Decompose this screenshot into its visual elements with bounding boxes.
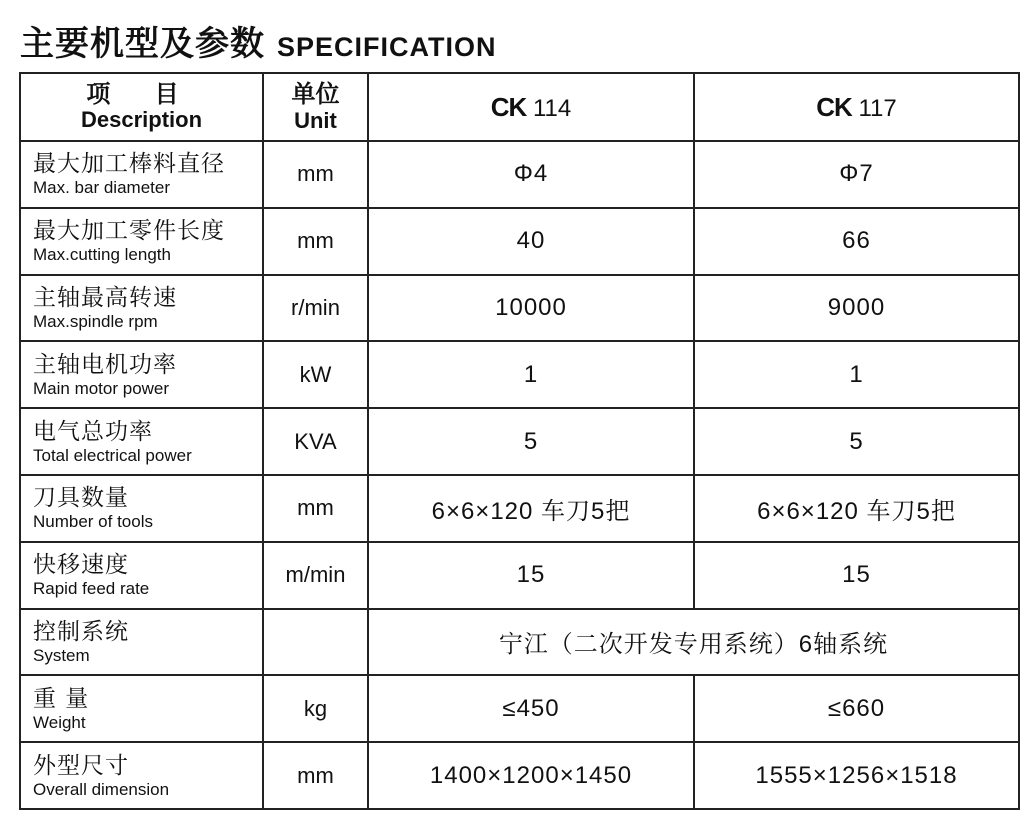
row-unit [263, 609, 368, 676]
header-unit-en: Unit [294, 108, 337, 133]
model-1-prefix: CK [490, 91, 527, 122]
table-row [20, 475, 1019, 542]
table-row [20, 609, 1019, 676]
table-header-row [20, 73, 1019, 141]
row-description [20, 275, 263, 342]
description-zh: 外型尺寸 [33, 752, 129, 779]
table-row [20, 742, 1019, 809]
row-value-model-2: 66 [694, 208, 1019, 275]
description-en: System [33, 645, 90, 665]
description-en: Max.spindle rpm [33, 311, 158, 331]
description-zh: 主轴最高转速 [33, 284, 177, 311]
table-row [20, 275, 1019, 342]
row-value-model-1: 5 [368, 408, 694, 475]
row-description [20, 475, 263, 542]
description-zh: 快移速度 [33, 552, 129, 579]
description-zh: 最大加工棒料直径 [33, 151, 225, 178]
title-english: SPECIFICATION [277, 32, 497, 62]
row-unit: mm [263, 141, 368, 208]
description-en: Main motor power [33, 378, 170, 398]
row-value-model-2: 9000 [694, 275, 1019, 342]
row-description [20, 141, 263, 208]
table-body [20, 141, 1019, 809]
row-value-model-2: 1555×1256×1518 [694, 742, 1019, 809]
table-row [20, 408, 1019, 475]
table-row [20, 341, 1019, 408]
description-zh: 重 量 [33, 685, 90, 712]
row-value-model-2: Φ7 [694, 141, 1019, 208]
row-unit: kg [263, 675, 368, 742]
row-value-model-1: 1 [368, 341, 694, 408]
row-unit: mm [263, 475, 368, 542]
row-value-merged: 宁江（二次开发专用系统）6轴系统 [368, 609, 1019, 676]
table-row [20, 675, 1019, 742]
table-row [20, 141, 1019, 208]
row-description [20, 609, 263, 676]
row-value-model-1: 40 [368, 208, 694, 275]
header-description-en: Description [80, 107, 203, 132]
description-zh: 电气总功率 [33, 418, 153, 445]
description-en: Max.cutting length [33, 245, 171, 265]
row-description [20, 542, 263, 609]
description-en: Weight [33, 712, 86, 732]
row-value-model-1: 6×6×120 车刀5把 [368, 475, 694, 542]
title-chinese: 主要机型及参数 [20, 24, 265, 64]
header-model-2 [694, 73, 1019, 141]
description-en: Rapid feed rate [33, 579, 150, 599]
row-unit: KVA [263, 408, 368, 475]
description-en: Total electrical power [33, 445, 192, 465]
row-value-model-2: ≤660 [694, 675, 1019, 742]
row-value-model-2: 15 [694, 542, 1019, 609]
header-unit-zh: 单位 [291, 80, 340, 108]
description-en: Overall dimension [33, 779, 170, 799]
description-en: Max. bar diameter [33, 178, 170, 198]
row-description [20, 208, 263, 275]
row-description [20, 742, 263, 809]
description-zh: 主轴电机功率 [33, 351, 177, 378]
description-en: Number of tools [33, 512, 153, 532]
row-value-model-1: 1400×1200×1450 [368, 742, 694, 809]
header-model-1 [368, 73, 694, 141]
row-value-model-2: 1 [694, 341, 1019, 408]
row-value-model-1: 15 [368, 542, 694, 609]
row-unit: r/min [263, 275, 368, 342]
header-description [20, 73, 263, 141]
page-heading [20, 16, 497, 64]
description-zh: 刀具数量 [33, 485, 129, 512]
specification-table [19, 72, 1020, 810]
row-value-model-1: Φ4 [368, 141, 694, 208]
row-value-model-2: 5 [694, 408, 1019, 475]
header-description-zh: 项 目 [86, 80, 197, 108]
row-unit: mm [263, 208, 368, 275]
model-1-number: 114 [532, 94, 572, 122]
model-2-prefix: CK [816, 91, 852, 122]
row-description [20, 675, 263, 742]
row-value-model-2: 6×6×120 车刀5把 [694, 475, 1019, 542]
row-description [20, 408, 263, 475]
description-zh: 最大加工零件长度 [33, 218, 225, 245]
row-value-model-1: ≤450 [368, 675, 694, 742]
row-unit: mm [263, 742, 368, 809]
model-2-number: 117 [858, 94, 897, 122]
table-row [20, 542, 1019, 609]
table-row [20, 208, 1019, 275]
row-value-model-1: 10000 [368, 275, 694, 342]
row-description [20, 341, 263, 408]
row-unit: m/min [263, 542, 368, 609]
description-zh: 控制系统 [33, 618, 129, 645]
row-unit: kW [263, 341, 368, 408]
header-unit [263, 73, 368, 141]
